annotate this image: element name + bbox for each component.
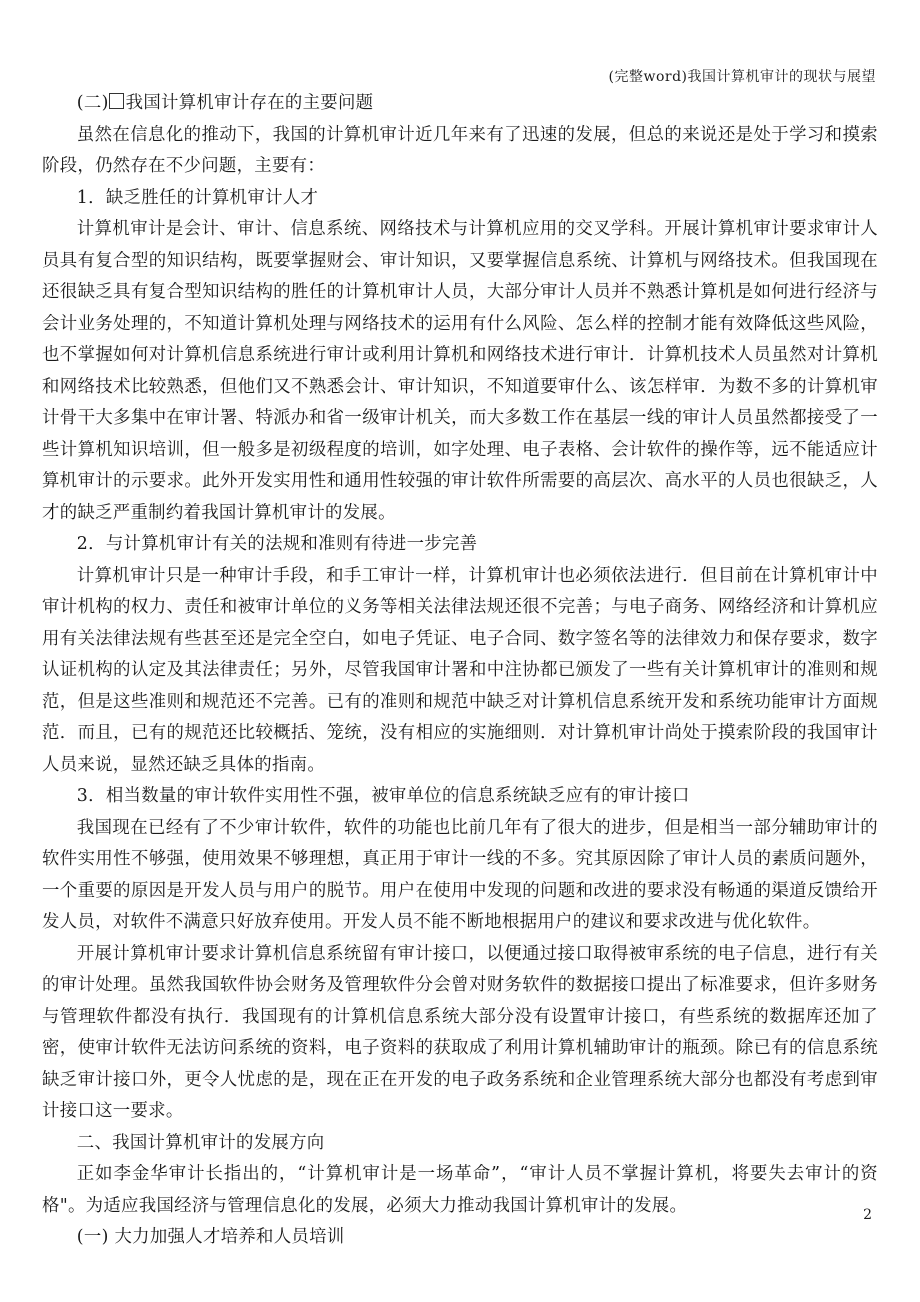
subsection-heading: (一) 大力加强人才培养和人员培训 [76, 1227, 345, 1247]
subsection-heading: 二、我国计算机审计的发展方向 [76, 1132, 325, 1153]
missing-glyph-box-icon [109, 93, 124, 109]
body-paragraph: 计算机审计是会计、审计、信息系统、网络技术与计算机应用的交叉学科。开展计算机审计要求审计人员具有复合型的知识结构，既要掌握财会、审计知识，又要掌握信息系统、计算机与网络技术。但我国现在还很缺乏具有复合型知识结构的胜任的计算机审计人员，大部分审计人员并不熟悉计算机是如何进行经济与会计业务处理的，不知道计算机处理与网络技术的运用有什么风险、怎么样的控制才能有效降低这些风险，也不掌握如何对计算机信息系统进行审计或利用计算机和网络技术进行审计．计算机技术人员虽然对计算机和网络技术比较熟悉，但他们又不熟悉会计、审计知识，不知道要审什么、该怎样审．为数不多的计算机审计骨干大多集中在审计署、特派办和省一级审计机关，而大多数工作在基层一线的审计人员虽然都接受了一些计算机知识培训，但一般多是初级程度的培训，如字处理、电子表格、会计软件的操作等，远不能适应计算机审计的示要求。此外开发实用性和通用性较强的审计软件所需要的高层次、高水平的人员也很缺乏，人才的缺乏严重制约着我国计算机审计的发展。 [42, 219, 878, 523]
body-paragraph: 虽然在信息化的推动下，我国的计算机审计近几年来有了迅速的发展，但总的来说还是处于学习和摸索阶段，仍然存在不少问题，主要有： [42, 124, 878, 176]
section-heading [42, 88, 878, 120]
body-paragraph: 计算机审计只是一种审计手段，和手工审计一样，计算机审计也必须依法进行．但目前在计算机审计中审计机构的权力、责任和被审计单位的义务等相关法律法规还很不完善；与电子商务、网络经济和计算机应用有关法律法规有些甚至还是完全空白，如电子凭证、电子合同、数字签名等的法律效力和保存要求，数字认证机构的认定及其法律责任；另外，尽管我国审计署和中注协都已颁发了一些有关计算机审计的准则和规范，但是这些准则和规范还不完善。已有的准则和规范中缺乏对计算机信息系统开发和系统功能审计方面规范．而且，已有的规范还比较概括、笼统，没有相应的实施细则．对计算机审计尚处于摸索阶段的我国审计人员来说，显然还缺乏具体的指南。 [42, 565, 878, 775]
subsection-heading: 2．与计算机审计有关的法规和准则有待进一步完善 [76, 534, 478, 554]
body-paragraph: 开展计算机审计要求计算机信息系统留有审计接口，以便通过接口取得被审系统的电子信息，进行有关的审计处理。虽然我国软件协会财务及管理软件分会曾对财务软件的数据接口提出了标准要求，但许多财务与管理软件都没有执行．我国现有的计算机信息系统大部分没有设置审计接口，有些系统的数据库还加了密，使审计软件无法访问系统的资料，电子资料的获取成了利用计算机辅助审计的瓶颈。除已有的信息系统缺乏审计接口外，更令人忧虑的是，现在正在开发的电子政务系统和企业管理系统大部分也都没有考虑到审计接口这一要求。 [42, 943, 878, 1121]
body-paragraph: 正如李金华审计长指出的，“计算机审计是一场革命”，“审计人员不掌握计算机，将要失去审计的资格"。为适应我国经济与管理信息化的发展，必须大力推动我国计算机审计的发展。 [42, 1164, 878, 1216]
subsection-heading: 3．相当数量的审计软件实用性不强，被审单位的信息系统缺乏应有的审计接口 [76, 786, 690, 806]
section-number: (二) [76, 93, 109, 113]
section-title: 我国计算机审计存在的主要问题 [125, 93, 374, 113]
page-number: 2 [863, 1207, 872, 1223]
paragraph-list [42, 120, 878, 1254]
body-paragraph: 我国现在已经有了不少审计软件，软件的功能也比前几年有了很大的进步，但是相当一部分辅助审计的软件实用性不够强，使用效果不够理想，真正用于审计一线的不多。究其原因除了审计人员的素质问题外，一个重要的原因是开发人员与用户的脱节。用户在使用中发现的问题和改进的要求没有畅通的渠道反馈给开发人员，对软件不满意只好放弃使用。开发人员不能不断地根据用户的建议和要求改进与优化软件。 [42, 817, 878, 932]
document-header: (完整word)我国计算机审计的现状与展望 [608, 69, 876, 85]
document-body [42, 88, 878, 1254]
subsection-heading: 1．缺乏胜任的计算机审计人才 [76, 187, 319, 208]
